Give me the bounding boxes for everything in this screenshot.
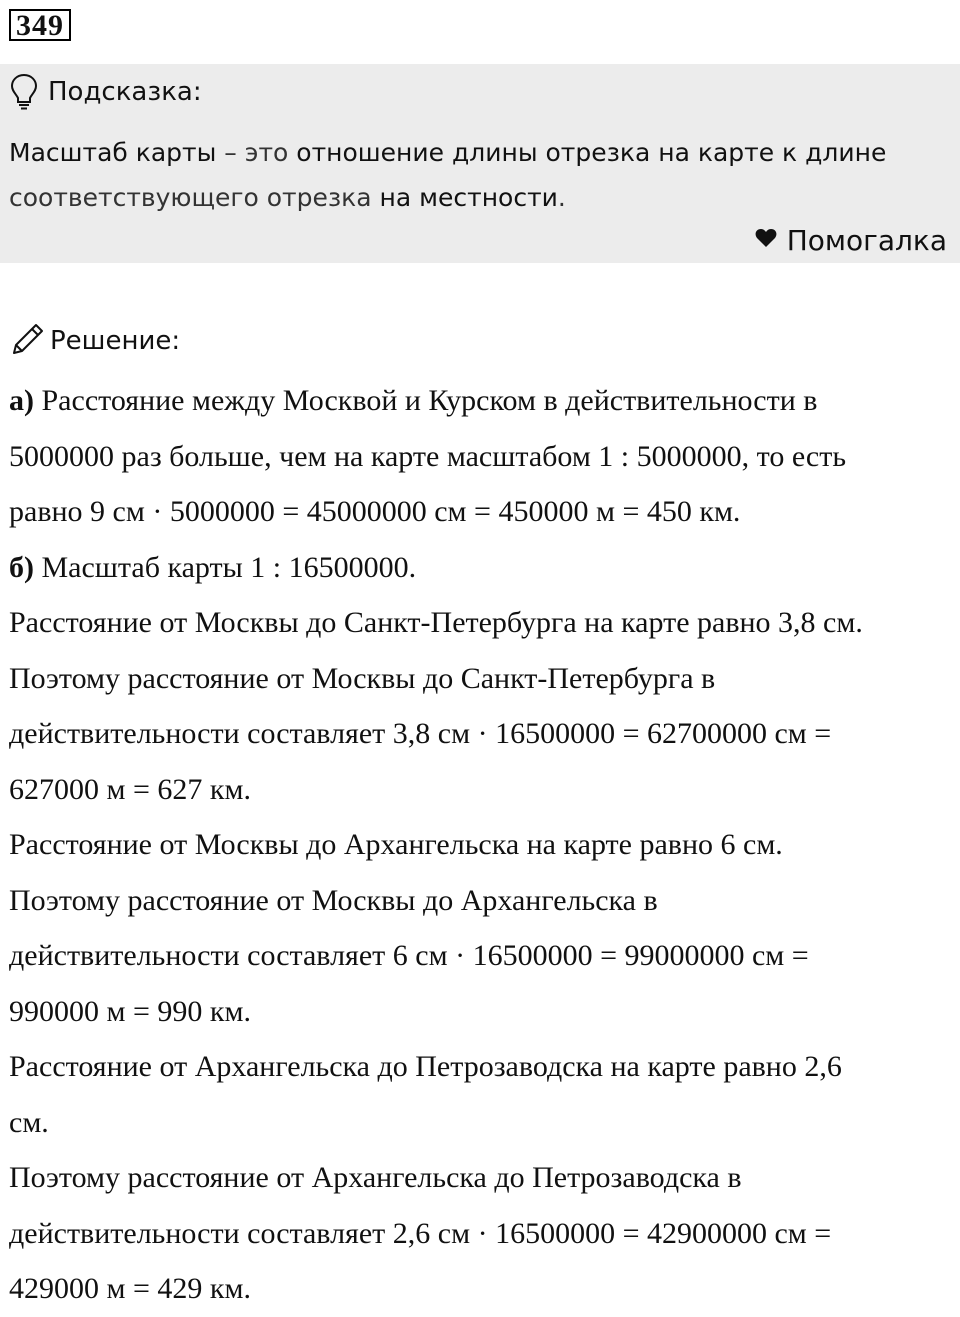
hint-body — [9, 130, 949, 220]
hint-dash: – это — [216, 138, 297, 167]
hint-header — [9, 72, 202, 112]
hint-definition: отношение длины отрезка на карте к длине — [296, 138, 887, 167]
solution-line: см. — [9, 1105, 49, 1139]
part-b-label: б) — [9, 550, 34, 584]
hint-line-2-part3: . — [557, 183, 566, 212]
solution-line: 627000 м = 627 км. — [9, 772, 251, 806]
lightbulb-icon — [9, 73, 39, 111]
part-a-line-3: равно 9 см · 5000000 = 45000000 см = 450000 м = 450 км. — [9, 495, 741, 528]
hint-line-2 — [9, 175, 949, 220]
part-a-line-1: Расстояние между Москвой и Курском в действительности в — [34, 384, 818, 417]
signature-text: Помогалка — [786, 223, 947, 257]
solution-line — [9, 540, 949, 596]
hint-term: Масштаб карты — [9, 138, 217, 167]
hint-box — [0, 64, 960, 263]
solution-line: Расстояние от Москвы до Санкт-Петербурга на карте равно 3,8 см. — [9, 606, 863, 639]
solution-line: 990000 м = 990 км. — [9, 994, 251, 1028]
solution-line: действительности составляет 3,8 см · 16500000 = 62700000 см = — [9, 717, 832, 750]
task-number: 349 — [9, 9, 71, 41]
solution-line: Расстояние от Москвы до Архангельска на карте равно 6 см. — [9, 828, 783, 861]
solution-line — [9, 373, 949, 429]
signature — [755, 220, 947, 260]
hint-line-2-part2: на местности — [379, 183, 558, 212]
solution-line: Поэтому расстояние от Архангельска до Петрозаводска в — [9, 1161, 742, 1194]
part-b-line-1: Масштаб карты 1 : 16500000. — [34, 550, 417, 584]
hint-line-2-part1: соответствующего отрезка — [9, 183, 380, 212]
hint-line-1 — [9, 130, 949, 175]
solution-line: Поэтому расстояние от Москвы до Архангельска в — [9, 883, 658, 917]
solution-line: 429000 м = 429 км. — [9, 1272, 251, 1305]
solution-header — [10, 320, 180, 362]
solution-line: действительности составляет 2,6 см · 16500000 = 42900000 см = — [9, 1216, 832, 1250]
part-a-line-2: 5000000 раз больше, чем на карте масштабом 1 : 5000000, то есть — [9, 439, 847, 473]
hint-title: Подсказка: — [48, 77, 202, 107]
solution-line: действительности составляет 6 см · 16500000 = 99000000 см = — [9, 939, 809, 972]
part-a-label: а) — [9, 384, 34, 417]
solution-text — [9, 373, 949, 1317]
solution-title: Решение: — [50, 326, 181, 356]
solution-line: Поэтому расстояние от Москвы до Санкт-Петербурга в — [9, 661, 716, 695]
solution-line: Расстояние от Архангельска до Петрозаводска на карте равно 2,6 — [9, 1050, 842, 1083]
pencil-icon — [10, 321, 46, 362]
heart-icon — [755, 228, 777, 253]
